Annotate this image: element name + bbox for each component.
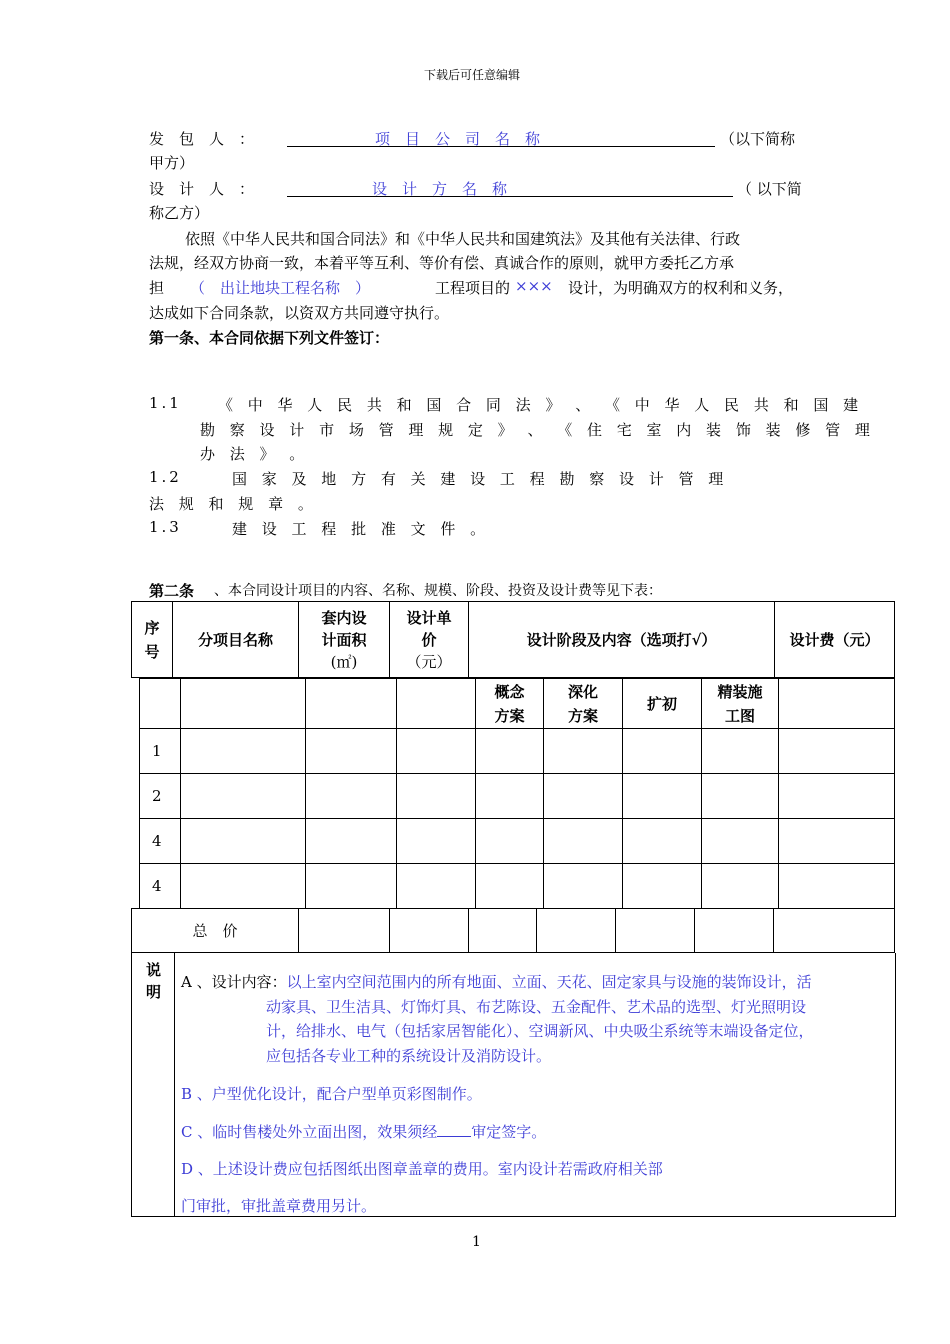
- page-number: 1: [472, 1234, 481, 1250]
- table-cell[interactable]: [476, 774, 544, 819]
- party-a-suffix2: 甲方）: [149, 154, 195, 172]
- table-cell[interactable]: [181, 729, 306, 774]
- total-cell[interactable]: [537, 909, 616, 953]
- note-a-line-2: 动家具、卫生洁具、灯饰灯具、布艺陈设、五金配件、艺术品的选型、灯光照明设: [266, 998, 807, 1016]
- total-label: 总 价: [132, 909, 299, 953]
- header-price-line-1: 设计单: [406, 608, 452, 627]
- intro-line-4: 达成如下合同条款，以资双方共同遵守执行。: [149, 304, 450, 322]
- intro-line-1: 依照《中华人民共和国合同法》和《中华人民共和国建筑法》及其他有关法律、行政: [185, 230, 741, 248]
- row-number: 2: [140, 774, 181, 819]
- fee-table-header: [131, 601, 895, 678]
- table-cell[interactable]: [779, 864, 895, 909]
- note-d-line-2: 门审批，审批盖章费用另计。: [181, 1197, 377, 1215]
- article-1-title: 第一条、本合同依据下列文件签订：: [149, 329, 390, 347]
- note-c: [181, 1121, 546, 1142]
- stage-deepening-line-1: 深化: [567, 682, 598, 701]
- intro-line-3x: ×××: [515, 277, 553, 295]
- table-cell[interactable]: [544, 864, 623, 909]
- header-stage: 设计阶段及内容（选项打√）: [469, 602, 775, 678]
- stage-concept-line-2: 方案: [494, 706, 525, 725]
- fee-table-body: [139, 678, 895, 909]
- header-name: 分项目名称: [173, 602, 299, 678]
- table-cell[interactable]: [181, 864, 306, 909]
- table-cell[interactable]: [544, 774, 623, 819]
- table-cell[interactable]: [306, 729, 397, 774]
- project-name: （ 出让地块工程名称 ）: [190, 279, 371, 297]
- intro-line-3c: 设计，为明确双方的权利和义务，: [568, 279, 794, 297]
- sub-header-cell: [140, 679, 181, 729]
- total-cell[interactable]: [299, 909, 390, 953]
- header-area-line-2: 计面积: [321, 630, 367, 649]
- table-cell[interactable]: [544, 729, 623, 774]
- table-cell[interactable]: [544, 819, 623, 864]
- header-area-line-1: 套内设: [321, 608, 367, 627]
- row-number: 4: [140, 864, 181, 909]
- header-price-line-3: （元）: [406, 652, 452, 671]
- sub-header-cell: [306, 679, 397, 729]
- note-a-line-1: 以上室内空间范围内的所有地面、立面、天花、固定家具与设施的装饰设计，活: [286, 973, 812, 991]
- note-b: B 、户型优化设计，配合户型单页彩图制作。: [181, 1085, 482, 1103]
- note-a-line-4: 应包括各专业工种的系统设计及消防设计。: [266, 1047, 552, 1065]
- item-1-1-line-3: 办 法 》 。: [200, 445, 307, 463]
- fee-table-total: [131, 908, 895, 953]
- table-cell[interactable]: [476, 729, 544, 774]
- row-number: 1: [140, 729, 181, 774]
- stage-preliminary: 扩初: [623, 679, 702, 729]
- item-1-2-number: 1.2: [149, 468, 182, 486]
- header-fee: 设计费（元）: [775, 602, 895, 678]
- note-a-prefix: A 、设计内容：: [181, 973, 287, 991]
- stage-construction-line-2: 工图: [724, 706, 755, 725]
- table-cell[interactable]: [306, 819, 397, 864]
- table-cell[interactable]: [306, 864, 397, 909]
- note-d-line-1: D 、上述设计费应包括图纸出图章盖章的费用。室内设计若需政府相关部: [181, 1160, 663, 1178]
- note-c-text-end: 审定签字。: [471, 1123, 547, 1141]
- party-a-suffix: （以下简称: [720, 130, 796, 148]
- header-price: [390, 602, 469, 678]
- table-cell[interactable]: [306, 774, 397, 819]
- row-number: 4: [140, 819, 181, 864]
- stage-deepening-line-2: 方案: [567, 706, 598, 725]
- header-area-line-3: (㎡): [330, 652, 358, 671]
- intro-line-2: 法规，经双方协商一致，本着平等互利、等价有偿、真诚合作的原则，就甲方委托乙方承: [149, 254, 735, 272]
- table-cell[interactable]: [397, 819, 476, 864]
- item-1-3-line-1: 建 设 工 程 批 准 文 件 。: [232, 520, 488, 538]
- stage-concept-line-1: 概念: [494, 682, 525, 701]
- table-cell[interactable]: [181, 774, 306, 819]
- table-cell[interactable]: [397, 864, 476, 909]
- header-note: 下载后可任意编辑: [424, 68, 521, 82]
- table-row: [140, 864, 895, 909]
- party-b-underline: [287, 196, 733, 197]
- table-cell[interactable]: [623, 864, 702, 909]
- table-row: [140, 729, 895, 774]
- table-cell[interactable]: [623, 729, 702, 774]
- table-cell[interactable]: [623, 819, 702, 864]
- note-c-blank[interactable]: [437, 1122, 471, 1137]
- sub-header-fee-cell: [779, 679, 895, 729]
- item-1-1-line-2: 勘 察 设 计 市 场 管 理 规 定 》 、 《 住 宅 室 内 装 饰 装 修 管 理: [200, 421, 872, 439]
- total-cell[interactable]: [469, 909, 537, 953]
- party-b-suffix2: 称乙方）: [149, 204, 210, 222]
- header-no: 序号: [132, 602, 173, 678]
- total-fee-cell[interactable]: [774, 909, 895, 953]
- intro-line-3b: 工程项目的: [435, 279, 511, 297]
- header-area: [299, 602, 390, 678]
- table-cell[interactable]: [181, 819, 306, 864]
- note-c-text: C 、临时售楼处外立面出图，效果须经: [181, 1123, 438, 1141]
- stage-construction-drawings: [702, 679, 779, 729]
- party-b-label: 设 计 人 ：: [149, 180, 255, 198]
- item-1-1-line-1: 《 中 华 人 民 共 和 国 合 同 法 》 、 《 中 华 人 民 共 和 国 建: [218, 396, 861, 414]
- header-price-line-2: 价: [421, 630, 437, 649]
- item-1-2-line-1: 国 家 及 地 方 有 关 建 设 工 程 勘 察 设 计 管 理: [232, 470, 726, 488]
- item-1-3-number: 1.3: [149, 518, 182, 536]
- party-b-name: 设 计 方 名 称: [372, 180, 508, 198]
- article-2-title: 第二条: [149, 582, 195, 600]
- table-row: [140, 774, 895, 819]
- intro-line-3a: 担: [149, 279, 165, 297]
- item-1-2-line-2: 法 规 和 规 章 。: [149, 495, 315, 513]
- table-cell[interactable]: [397, 774, 476, 819]
- table-cell[interactable]: [779, 729, 895, 774]
- table-cell[interactable]: [702, 774, 779, 819]
- notes-divider: [174, 953, 175, 1216]
- article-2-title-rest: 、本合同设计项目的内容、名称、规模、阶段、投资及设计费等见下表：: [214, 583, 662, 599]
- table-cell[interactable]: [702, 819, 779, 864]
- table-cell[interactable]: [476, 864, 544, 909]
- total-cell[interactable]: [390, 909, 469, 953]
- table-cell[interactable]: [397, 729, 476, 774]
- sub-header-cell: [397, 679, 476, 729]
- table-row: [140, 819, 895, 864]
- table-cell[interactable]: [623, 774, 702, 819]
- total-cell[interactable]: [695, 909, 774, 953]
- table-cell[interactable]: [779, 819, 895, 864]
- party-a-label: 发 包 人 ：: [149, 130, 255, 148]
- note-a-line-3: 计，给排水、电气（包括家居智能化）、空调新风、中央吸尘系统等末端设备定位，: [266, 1022, 814, 1040]
- notes-label: 说明: [146, 961, 162, 1001]
- table-cell[interactable]: [476, 819, 544, 864]
- stage-construction-line-1: 精装施: [717, 682, 763, 701]
- item-1-1-number: 1.1: [149, 394, 182, 412]
- stage-deepening: [544, 679, 623, 729]
- table-cell[interactable]: [702, 864, 779, 909]
- note-a-label: [181, 971, 812, 992]
- sub-header-cell: [181, 679, 306, 729]
- party-a-name: 项 目 公 司 名 称: [375, 130, 541, 148]
- table-cell[interactable]: [779, 774, 895, 819]
- total-cell[interactable]: [616, 909, 695, 953]
- stage-concept: [476, 679, 544, 729]
- party-b-suffix: （ 以下简: [737, 180, 802, 198]
- table-cell[interactable]: [702, 729, 779, 774]
